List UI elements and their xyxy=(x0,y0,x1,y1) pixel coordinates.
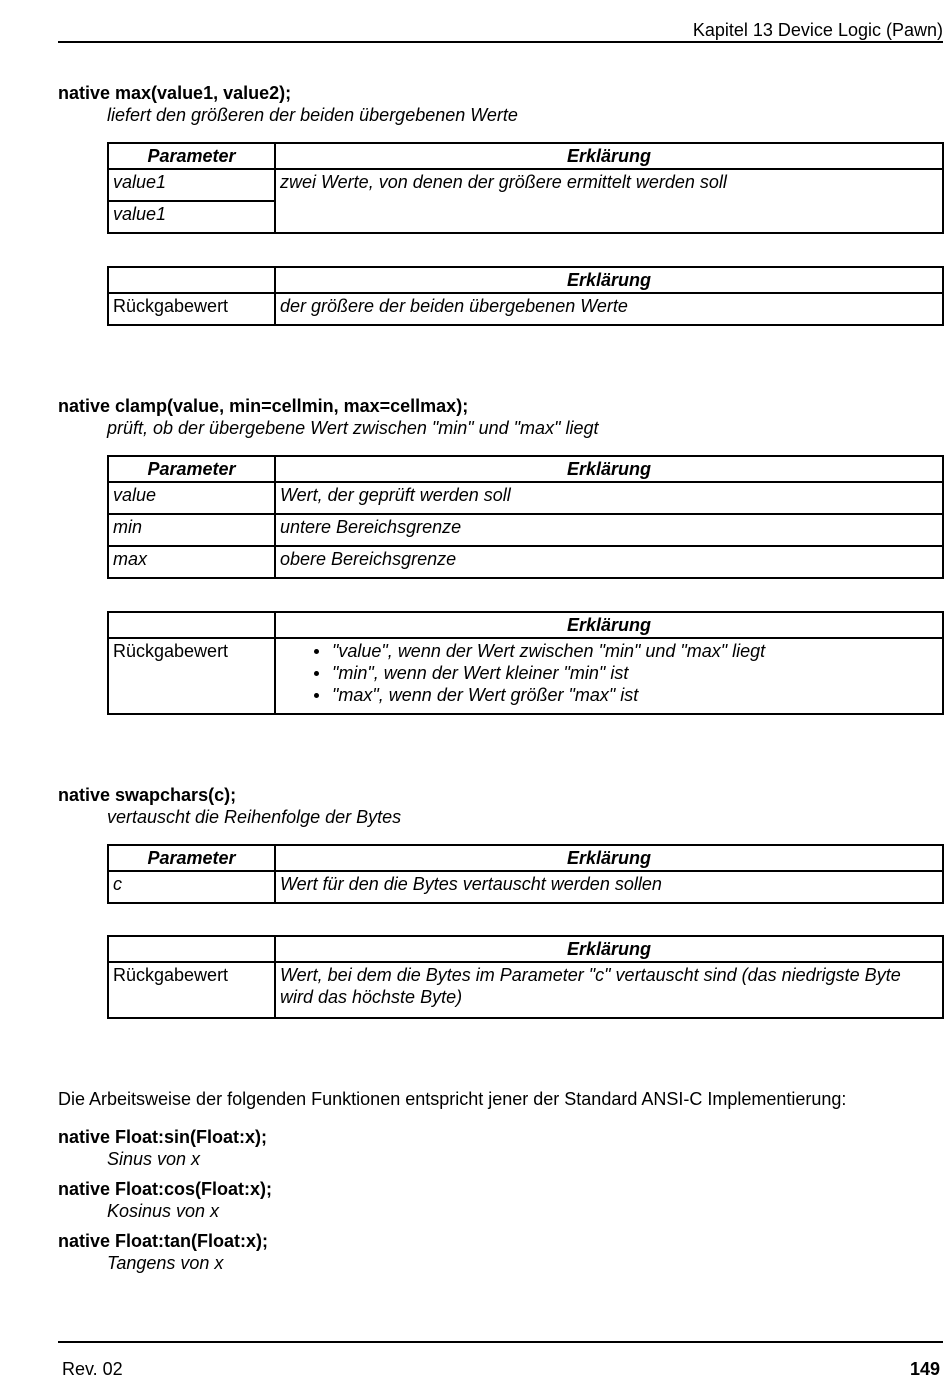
tan-description: Tangens von x xyxy=(107,1253,224,1273)
page-number: 149 xyxy=(909,1359,940,1379)
swapchars-signature: native swapchars(c); xyxy=(58,785,237,805)
param-explanation: obere Bereichsgrenze xyxy=(275,546,943,578)
explanation-header: Erklärung xyxy=(275,456,943,482)
empty-header-cell xyxy=(108,612,275,638)
explanation-header: Erklärung xyxy=(275,143,943,169)
param-explanation: Wert für den die Bytes vertauscht werden sollen xyxy=(275,871,943,903)
clamp-param-table xyxy=(107,455,944,579)
max-return-table xyxy=(107,266,944,326)
sin-description: Sinus von x xyxy=(107,1149,201,1169)
param-explanation: zwei Werte, von denen der größere ermittelt werden soll xyxy=(275,169,943,233)
return-explanation: der größere der beiden übergebenen Werte xyxy=(275,293,943,325)
swapchars-return-table xyxy=(107,935,944,1019)
max-param-table xyxy=(107,142,944,234)
clamp-signature: native clamp(value, min=cellmin, max=cellmax); xyxy=(58,396,469,416)
max-signature: native max(value1, value2); xyxy=(58,83,292,103)
explanation-header: Erklärung xyxy=(275,612,943,638)
param-name: min xyxy=(108,514,275,546)
swapchars-description: vertauscht die Reihenfolge der Bytes xyxy=(107,807,402,827)
tan-signature: native Float:tan(Float:x); xyxy=(58,1231,268,1251)
explanation-header: Erklärung xyxy=(275,845,943,871)
return-label: Rückgabewert xyxy=(108,293,275,325)
param-explanation: Wert, der geprüft werden soll xyxy=(275,482,943,514)
param-header: Parameter xyxy=(108,456,275,482)
param-name: value xyxy=(108,482,275,514)
param-name: value1 xyxy=(108,201,275,233)
return-explanation xyxy=(275,638,943,714)
param-header: Parameter xyxy=(108,845,275,871)
revision-label: Rev. 02 xyxy=(62,1359,123,1379)
return-label: Rückgabewert xyxy=(108,962,275,1018)
return-label: Rückgabewert xyxy=(108,638,275,714)
clamp-description: prüft, ob der übergebene Wert zwischen "min" und "max" liegt xyxy=(107,418,599,438)
bullet-item: "value", wenn der Wert zwischen "min" und "max" liegt xyxy=(332,640,938,662)
footer-rule xyxy=(58,1341,943,1343)
cos-signature: native Float:cos(Float:x); xyxy=(58,1179,273,1199)
header-rule xyxy=(58,41,943,43)
empty-header-cell xyxy=(108,267,275,293)
chapter-header: Kapitel 13 Device Logic (Pawn) xyxy=(692,20,943,40)
intro-paragraph: Die Arbeitsweise der folgenden Funktionen entspricht jener der Standard ANSI-C Implementierung: xyxy=(58,1089,847,1109)
param-name: value1 xyxy=(108,169,275,201)
max-description: liefert den größeren der beiden übergebenen Werte xyxy=(107,105,518,125)
param-name: max xyxy=(108,546,275,578)
return-explanation: Wert, bei dem die Bytes im Parameter "c" vertauscht sind (das niedrigste Byte wird das höchste Byte) xyxy=(275,962,943,1018)
explanation-header: Erklärung xyxy=(275,936,943,962)
bullet-item: "max", wenn der Wert größer "max" ist xyxy=(332,684,938,706)
sin-signature: native Float:sin(Float:x); xyxy=(58,1127,268,1147)
param-header: Parameter xyxy=(108,143,275,169)
explanation-header: Erklärung xyxy=(275,267,943,293)
empty-header-cell xyxy=(108,936,275,962)
return-bullet-list xyxy=(280,640,938,706)
cos-description: Kosinus von x xyxy=(107,1201,220,1221)
param-explanation: untere Bereichsgrenze xyxy=(275,514,943,546)
bullet-item: "min", wenn der Wert kleiner "min" ist xyxy=(332,662,938,684)
clamp-return-table xyxy=(107,611,944,715)
swapchars-param-table xyxy=(107,844,944,904)
param-name: c xyxy=(108,871,275,903)
